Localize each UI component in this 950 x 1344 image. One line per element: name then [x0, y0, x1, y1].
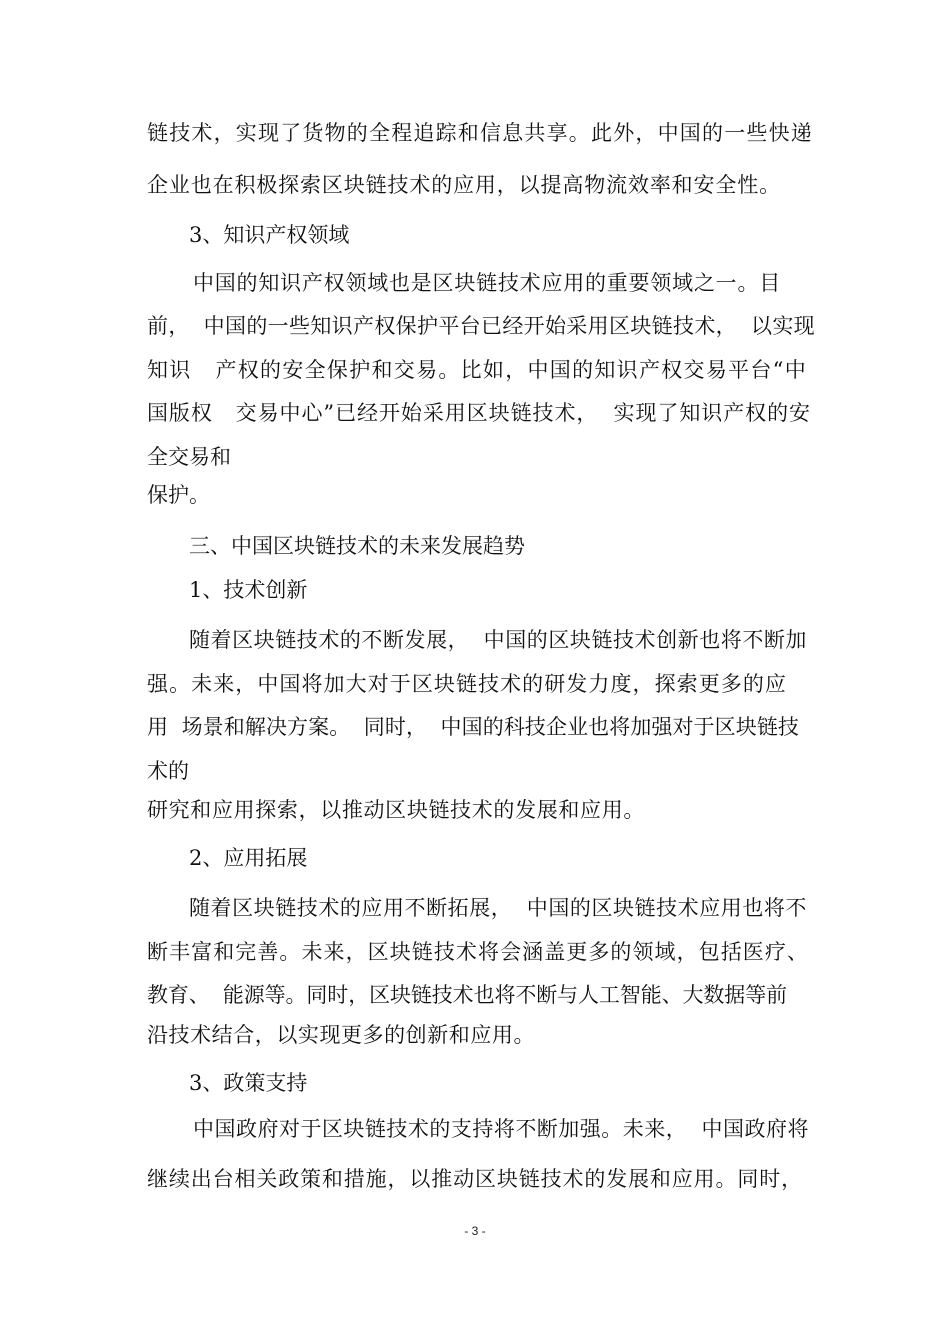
- text-line: 链技术，实现了货物的全程追踪和信息共享。此外，中国的一些快递: [147, 121, 813, 145]
- section-heading: 2、应用拓展: [189, 846, 308, 870]
- text-line: 中国的知识产权领域也是区块链技术应用的重要领域之一。目: [193, 271, 781, 295]
- section-heading: 3、知识产权领域: [189, 223, 350, 247]
- text-line: 教育、 能源等。同时，区块链技术也将不断与人工智能、大数据等前: [147, 983, 787, 1007]
- text-line: 随着区块链技术的不断发展， 中国的区块链技术创新也将不断加: [189, 628, 807, 652]
- text-line: 研究和应用探索，以推动区块链技术的发展和应用。: [147, 798, 645, 822]
- section-heading: 1、技术创新: [189, 578, 308, 602]
- text-line: 知识 产权的安全保护和交易。比如，中国的知识产权交易平台“中: [147, 358, 807, 382]
- text-line: 用 场景和解决方案。 同时， 中国的科技企业也将加强对于区块链技: [147, 715, 799, 739]
- page-number: - 3 -: [464, 1224, 486, 1238]
- section-heading: 3、政策支持: [189, 1071, 308, 1095]
- text-line: 全交易和: [147, 445, 231, 469]
- text-line: 继续出台相关政策和措施，以推动区块链技术的发展和应用。同时，: [147, 1167, 803, 1191]
- chapter-heading: 三、中国区块链技术的未来发展趋势: [189, 534, 525, 558]
- text-line: 国版权 交易中心”已经开始采用区块链技术， 实现了知识产权的安: [147, 401, 811, 425]
- text-line: 随着区块链技术的应用不断拓展， 中国的区块链技术应用也将不: [189, 896, 807, 920]
- text-line: 术的: [147, 759, 189, 783]
- text-line: 断丰富和完善。未来，区块链技术将会涵盖更多的领域，包括医疗、: [147, 940, 809, 964]
- text-line: 企业也在积极探索区块链技术的应用，以提高物流效率和安全性。: [147, 173, 781, 197]
- text-line: 保护。: [147, 483, 210, 507]
- text-line: 沿技术结合，以实现更多的创新和应用。: [147, 1023, 535, 1047]
- text-line: 前， 中国的一些知识产权保护平台已经开始采用区块链技术， 以实现: [147, 314, 815, 338]
- text-line: 中国政府对于区块链技术的支持将不断加强。未来， 中国政府将: [193, 1117, 809, 1141]
- text-line: 强。未来，中国将加大对于区块链技术的研发力度，探索更多的应: [147, 672, 787, 696]
